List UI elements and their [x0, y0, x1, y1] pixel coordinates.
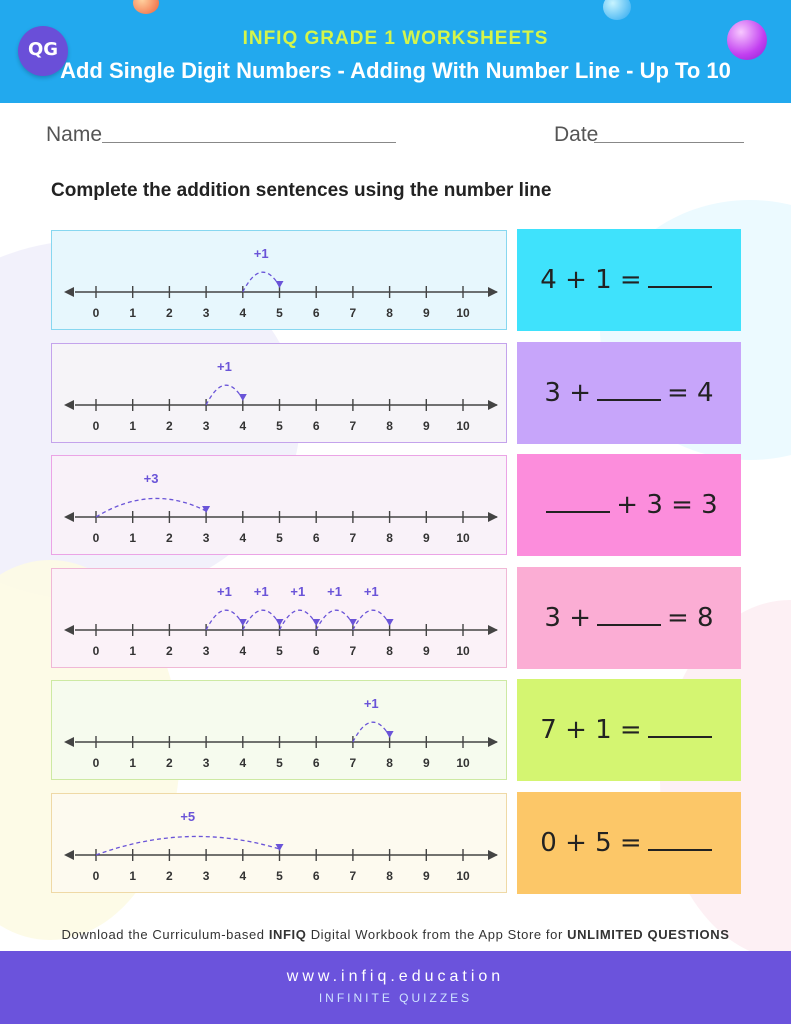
answer-blank[interactable] [597, 385, 661, 401]
tick-label: 10 [456, 419, 470, 433]
jump-arrow-icon [349, 619, 357, 626]
equation-text: 0 + 5 = [540, 828, 642, 858]
jump-arc [353, 722, 390, 742]
jump-label: +1 [217, 359, 232, 374]
equation-box [517, 229, 741, 331]
jump-arrow-icon [239, 619, 247, 626]
worksheet-subtitle: Add Single Digit Numbers - Adding With Number Line - Up To 10 [60, 58, 731, 83]
promo-brand: INFIQ [268, 927, 307, 942]
decorative-blue-ball-icon [603, 0, 631, 20]
equation-box [517, 679, 741, 781]
tick-label: 1 [129, 531, 137, 545]
tick-label: 6 [312, 869, 320, 883]
jump-arc [316, 610, 353, 630]
tick-label: 4 [239, 306, 247, 320]
number-line [52, 231, 508, 331]
promo-prefix: Download the Curriculum-based [61, 927, 269, 942]
tick-label: 0 [92, 419, 100, 433]
jump-arc [243, 272, 280, 292]
number-line [52, 681, 508, 781]
tick-label: 8 [386, 869, 393, 883]
tick-label: 1 [129, 306, 137, 320]
tick-label: 10 [456, 306, 470, 320]
date-field[interactable] [594, 142, 744, 143]
tick-label: 10 [456, 644, 470, 658]
tick-label: 2 [166, 869, 173, 883]
equation-text: 3 + [544, 378, 591, 408]
tick-label: 5 [276, 869, 283, 883]
logo-text: QG [28, 39, 59, 60]
tick-label: 5 [276, 644, 283, 658]
right-arrow-icon [488, 512, 498, 522]
left-arrow-icon [64, 850, 74, 860]
footer-banner [0, 951, 791, 1024]
tick-label: 9 [422, 531, 430, 545]
equation-text: = 8 [667, 603, 714, 633]
tick-label: 2 [166, 756, 173, 770]
tick-label: 7 [349, 756, 357, 770]
tick-label: 0 [92, 644, 100, 658]
equation-text: 7 + 1 = [540, 715, 642, 745]
tick-label: 2 [166, 419, 173, 433]
tick-label: 0 [92, 869, 100, 883]
jump-arrow-icon [239, 394, 247, 401]
tick-label: 1 [129, 644, 137, 658]
left-arrow-icon [64, 737, 74, 747]
jump-arrow-icon [276, 619, 284, 626]
answer-blank[interactable] [546, 497, 610, 513]
right-arrow-icon [488, 625, 498, 635]
tick-label: 6 [312, 531, 320, 545]
number-line-panel [51, 230, 507, 330]
jump-arc [96, 498, 206, 517]
tick-label: 2 [166, 306, 173, 320]
equation-text: = 4 [667, 378, 714, 408]
jump-arc [353, 610, 390, 630]
right-arrow-icon [488, 850, 498, 860]
tick-label: 4 [239, 756, 247, 770]
answer-blank[interactable] [648, 272, 712, 288]
tick-label: 7 [349, 869, 357, 883]
answer-blank[interactable] [648, 835, 712, 851]
tick-label: 4 [239, 644, 247, 658]
name-label: Name [46, 123, 103, 146]
jump-arc [206, 385, 243, 405]
tick-label: 0 [92, 531, 100, 545]
number-line-panel [51, 680, 507, 780]
tick-label: 9 [422, 419, 430, 433]
tick-label: 10 [456, 531, 470, 545]
tick-label: 3 [202, 306, 210, 320]
jump-label: +1 [290, 584, 306, 599]
tick-label: 10 [456, 756, 470, 770]
jump-label: +5 [180, 809, 196, 824]
tick-label: 6 [312, 306, 320, 320]
name-field[interactable] [102, 142, 396, 143]
number-line-panel [51, 568, 507, 668]
tick-label: 6 [312, 756, 320, 770]
tick-label: 3 [202, 756, 210, 770]
tick-label: 3 [202, 419, 210, 433]
tick-label: 0 [92, 756, 100, 770]
equation-box [517, 792, 741, 894]
left-arrow-icon [64, 400, 74, 410]
tick-label: 5 [276, 756, 283, 770]
jump-arrow-icon [312, 619, 320, 626]
tick-label: 0 [92, 306, 100, 320]
tick-label: 8 [386, 531, 393, 545]
equation-text: + 3 = 3 [616, 490, 718, 520]
tick-label: 10 [456, 869, 470, 883]
jump-arc [206, 610, 243, 630]
jump-label: +1 [363, 584, 379, 599]
number-line [52, 456, 508, 556]
tick-label: 8 [386, 644, 393, 658]
tick-label: 7 [349, 644, 357, 658]
jump-arc [96, 836, 280, 855]
tick-label: 5 [276, 419, 283, 433]
tick-label: 7 [349, 531, 357, 545]
brand-title: INFIQ GRADE 1 WORKSHEETS [242, 28, 549, 49]
tick-label: 4 [239, 419, 247, 433]
footer-tagline: INFINITE QUIZZES [318, 991, 473, 1005]
number-line-panel [51, 793, 507, 893]
number-line [52, 344, 508, 444]
tick-label: 1 [129, 869, 137, 883]
promo-highlight: UNLIMITED QUESTIONS [567, 927, 730, 942]
number-line [52, 569, 508, 669]
number-line [52, 794, 508, 894]
jump-label: +3 [143, 471, 159, 486]
tick-label: 8 [386, 306, 393, 320]
right-arrow-icon [488, 287, 498, 297]
tick-label: 8 [386, 756, 393, 770]
jump-label: +1 [327, 584, 342, 599]
right-arrow-icon [488, 400, 498, 410]
website-link[interactable]: www.infiq.education [286, 968, 505, 985]
jump-label: +1 [253, 246, 269, 261]
tick-label: 9 [422, 306, 430, 320]
tick-label: 5 [276, 306, 283, 320]
jump-label: +1 [363, 696, 379, 711]
equation-box [517, 567, 741, 669]
tick-label: 4 [239, 531, 247, 545]
header-banner [0, 0, 791, 103]
tick-label: 1 [129, 756, 137, 770]
tick-label: 3 [202, 531, 210, 545]
left-arrow-icon [64, 625, 74, 635]
tick-label: 9 [422, 756, 430, 770]
tick-label: 7 [349, 306, 357, 320]
tick-label: 4 [239, 869, 247, 883]
answer-blank[interactable] [597, 610, 661, 626]
tick-label: 3 [202, 644, 210, 658]
jump-label: +1 [217, 584, 232, 599]
instructions: Complete the addition sentences using the number line [51, 180, 552, 201]
left-arrow-icon [64, 287, 74, 297]
tick-label: 3 [202, 869, 210, 883]
tick-label: 1 [129, 419, 137, 433]
tick-label: 6 [312, 644, 320, 658]
number-line-panel [51, 343, 507, 443]
equation-box [517, 454, 741, 556]
equation-text: 4 + 1 = [540, 265, 642, 295]
tick-label: 7 [349, 419, 357, 433]
equation-text: 3 + [544, 603, 591, 633]
tick-label: 2 [166, 531, 173, 545]
answer-blank[interactable] [648, 722, 712, 738]
tick-label: 9 [422, 869, 430, 883]
jump-label: +1 [253, 584, 269, 599]
jump-arrow-icon [386, 731, 394, 738]
tick-label: 5 [276, 531, 283, 545]
right-arrow-icon [488, 737, 498, 747]
jump-arrow-icon [276, 281, 284, 288]
decorative-orange-ball-icon [133, 0, 159, 14]
tick-label: 6 [312, 419, 320, 433]
left-arrow-icon [64, 512, 74, 522]
tick-label: 8 [386, 419, 393, 433]
promo-text [0, 927, 791, 942]
date-label: Date [554, 123, 599, 146]
tick-label: 9 [422, 644, 430, 658]
tick-label: 2 [166, 644, 173, 658]
promo-middle: Digital Workbook from the App Store for [306, 927, 568, 942]
jump-arrow-icon [386, 619, 394, 626]
equation-box [517, 342, 741, 444]
jump-arc [280, 610, 317, 630]
jump-arc [243, 610, 280, 630]
number-line-panel [51, 455, 507, 555]
